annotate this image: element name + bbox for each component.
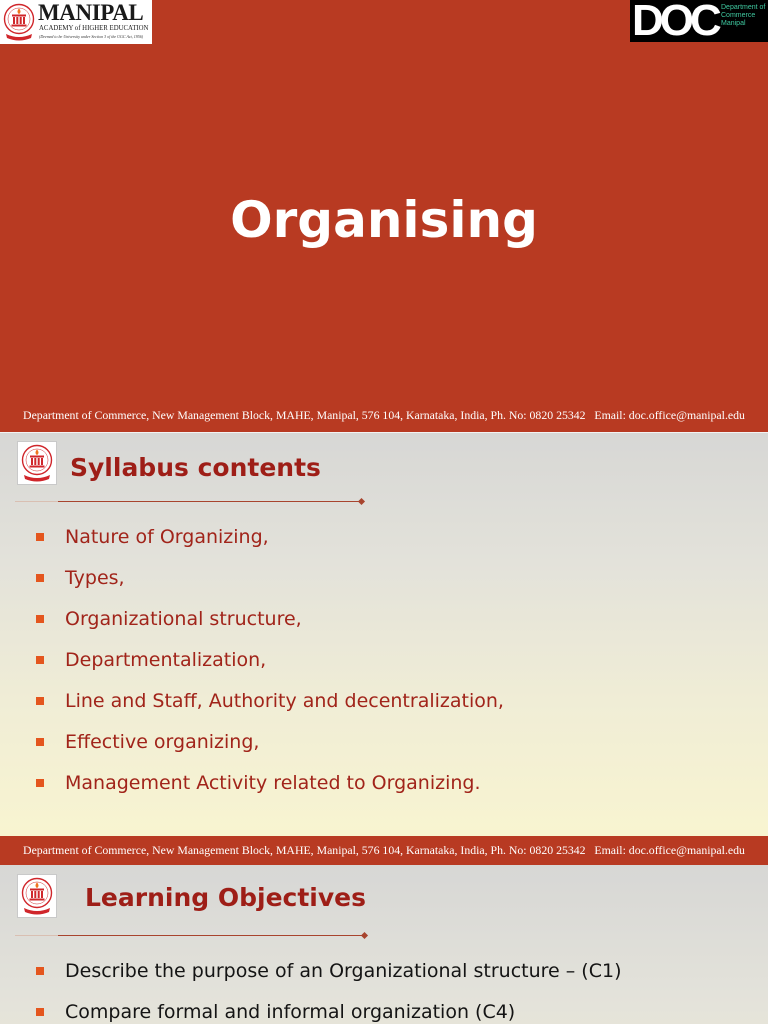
list-item-text: Management Activity related to Organizing.	[65, 772, 481, 794]
list-item-text: Organizational structure,	[65, 608, 302, 630]
bullet-square-icon	[36, 574, 44, 582]
bullet-square-icon	[36, 533, 44, 541]
bullet-square-icon	[36, 656, 44, 664]
list-item	[0, 1000, 621, 1024]
doc-logo-line: Department of	[721, 4, 766, 11]
list-item-text: Compare formal and informal organization (C4)	[65, 1001, 516, 1023]
heading-rule	[15, 501, 362, 502]
manipal-emblem-icon	[20, 444, 54, 482]
manipal-logo	[0, 0, 152, 44]
doc-logo-text	[721, 4, 765, 28]
syllabus-list	[0, 525, 504, 795]
slide-title: Organising	[230, 191, 538, 249]
slide-logo	[17, 441, 57, 485]
bullet-square-icon	[36, 779, 44, 787]
bullet-square-icon	[36, 1008, 44, 1016]
list-item	[0, 730, 504, 754]
diamond-icon	[361, 932, 368, 939]
slide-heading: Syllabus contents	[70, 453, 321, 482]
logo-tagline: (Deemed to be University under Section 3 of the UGC Act, 1956)	[39, 34, 144, 39]
slide-footer: Department of Commerce, New Management Block, MAHE, Manipal, 576 104, Karnataka, India, Ph. No: 0820 25342 Email: doc.office@manipal.edu	[23, 408, 745, 422]
list-item	[0, 607, 504, 631]
slide-logo	[17, 874, 57, 918]
doc-logo-line: Commerce	[721, 12, 756, 19]
title-slide	[0, 0, 768, 432]
logo-subtitle: ACADEMY of HIGHER EDUCATION	[39, 25, 149, 32]
bullet-square-icon	[36, 967, 44, 975]
objectives-list	[0, 959, 621, 1024]
list-item	[0, 771, 504, 795]
list-item-text: Types,	[65, 567, 125, 589]
bullet-square-icon	[36, 697, 44, 705]
logo-name: MANIPAL	[38, 0, 144, 25]
list-item-text: Effective organizing,	[65, 731, 260, 753]
list-item-text: Describe the purpose of an Organizational structure – (C1)	[65, 960, 622, 982]
doc-logo	[630, 0, 768, 42]
heading-rule	[15, 935, 365, 936]
doc-logo-line: Manipal	[721, 20, 746, 27]
list-item-text: Departmentalization,	[65, 649, 267, 671]
doc-logo-mark: DOC	[632, 0, 718, 42]
list-item	[0, 648, 504, 672]
list-item	[0, 525, 504, 549]
list-item-text: Line and Staff, Authority and decentralization,	[65, 690, 504, 712]
manipal-emblem-icon	[3, 3, 35, 41]
objectives-slide	[0, 865, 768, 1024]
bullet-square-icon	[36, 615, 44, 623]
list-item	[0, 689, 504, 713]
list-item-text: Nature of Organizing,	[65, 526, 269, 548]
list-item	[0, 566, 504, 590]
slide-footer: Department of Commerce, New Management Block, MAHE, Manipal, 576 104, Karnataka, India, Ph. No: 0820 25342 Email: doc.office@manipal.edu	[0, 836, 768, 865]
bullet-square-icon	[36, 738, 44, 746]
list-item	[0, 959, 621, 983]
diamond-icon	[358, 498, 365, 505]
slide-heading: Learning Objectives	[85, 883, 366, 912]
syllabus-slide	[0, 433, 768, 865]
manipal-emblem-icon	[20, 877, 54, 915]
